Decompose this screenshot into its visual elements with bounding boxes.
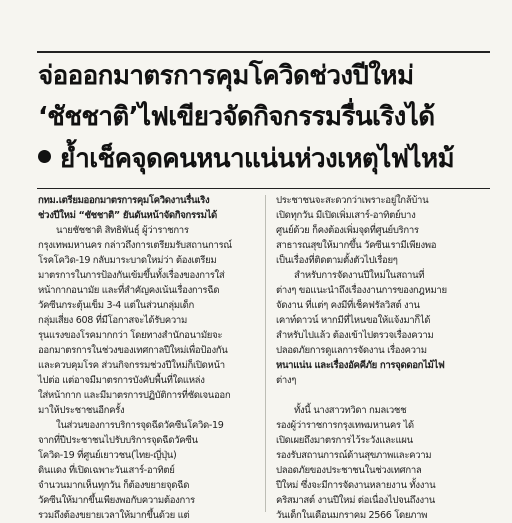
article-line [276, 388, 491, 403]
article-line: ปลอดภัยการดูแลการจัดงาน เรื่องความ [276, 345, 427, 356]
article-line: ช่วงปีใหม่ “ชัชชาติ” ยันดันหน้าจัดกิจกรรมได้ [38, 210, 217, 221]
article-line: นายชัชชาติ สิทธิพันธุ์ ผู้ว่าราชการ [56, 225, 189, 236]
article-line: ต่างๆ [276, 375, 297, 386]
article-line: ประชาชนจะสะดวกว่าเพราะอยู่ใกล้บ้าน [276, 195, 429, 206]
article-line: วัคซีนให้มากขึ้นเพียงพอกับความต้องการ [38, 495, 195, 506]
bullet-dot-icon [38, 150, 51, 163]
column-divider [265, 195, 266, 512]
headline-line-2: ‘ชัชชาติ’ไฟเขียวจัดกิจกรรมรื่นเริงได้ [38, 102, 435, 132]
article-line: กรุงเทพมหานคร กล่าวถึงการเตรียมรับสถานการณ์ [38, 240, 232, 251]
article-line: วันเด็กในเดือนมกราคม 2566 โดยภาพ [276, 510, 428, 521]
article-line: จำนวนมากเห็นทุกวัน ก็ต้องขยายจุดฉีด [38, 480, 190, 491]
article-line: จากที่ปีประชาชนไปรับบริการจุดฉีดวัคซีน [38, 435, 198, 446]
article-line: รองรับสถานการณ์ด้านสุขภาพและความ [276, 450, 432, 461]
article-column-right [276, 193, 491, 521]
article-line: สาธารณสุขให้มากขึ้น วัคซีนเรามีเพียงพอ [276, 240, 437, 251]
article-line: สำหรับไปแล้ว ต้องเข้าไปตรวจเรื่องความ [276, 330, 434, 341]
article-line: กลุ่มเสี่ยง 608 ที่มีโอกาสจะได้รับความ [38, 315, 187, 326]
article-line: มาให้ประชาชนอีกครั้ง [38, 405, 125, 416]
article-line: คริสมาสต์ งานปีใหม่ ต่อเนื่องไปจนถึงงาน [276, 495, 436, 506]
article-line: รวมถึงต้องขยายเวลาให้มากขึ้นด้วย แต่ [38, 510, 190, 521]
article-line: ต่างๆ ขอแนะนำถึงเรื่องงานการของกฎหมาย [276, 285, 447, 296]
article-line: เคาท์ดาวน์ หากมีที่ไหนขอให้แจ้งมาก็ได้ [276, 315, 431, 326]
article-line: กทม.เตรียมออกมาตรการคุมโควิดงานรื่นเริง [38, 195, 210, 206]
top-rule [37, 51, 490, 53]
article-column-left [38, 193, 253, 521]
article-line: โควิด-19 ที่ศูนย์เยาวชน(ไทย-ญี่ปุ่น) [38, 450, 177, 461]
article-line: หน้ากากอนามัย และที่สำคัญคงเน้นเรื่องการฉีด [38, 285, 220, 296]
article-line: และควบคุมโรค ส่วนกิจกรรมช่วงปีใหม่ก็เปิดหน้า [38, 360, 225, 371]
article-line: รองผู้ว่าราชการกรุงเทพมหานคร ได้ [276, 420, 414, 431]
article-line: ในส่วนของการบริการจุดฉีดวัคซีนโควิด-19 [56, 420, 224, 431]
headline-line-3-text: ย้ำเช็คจุดคนหนาแน่นห่วงเหตุไฟไหม้ [60, 144, 455, 174]
article-line: สำหรับการจัดงานปีใหม่ในสถานที่ [294, 270, 425, 281]
article-line: เปิดทุกวัน มีเปิดเพิ่มเสาร์-อาทิตย์บาง [276, 210, 416, 221]
article-line: วัคซีนกระตุ้นเข็ม 3-4 แต่ในส่วนกลุ่มเด็ก [38, 300, 194, 311]
article-line: ปีใหม่ ซึ่งจะมีการจัดงานหลายงาน ทั้งงาน [276, 480, 436, 491]
headline-line-1: จ่อออกมาตรการคุมโควิดช่วงปีใหม่ [38, 61, 414, 91]
article-line: ทั้งนี้ นางสาวทวิดา กมลเวชช [294, 405, 407, 416]
article-line: เปิดเผยถึงมาตรการไว้ระวังและแผน [276, 435, 413, 446]
article-line: ปลอดภัยของประชาชนในช่วงเทศกาล [276, 465, 422, 476]
article-line: ศูนย์ด้วย ก็คงต้องเพิ่มจุดที่ศูนย์บริการ [276, 225, 419, 236]
article-line: ใส่หน้ากาก และมีมาตรการปฏิบัติการที่ชัดเจนออก [38, 390, 231, 401]
article-line: เป็นเรื่องที่ติดตามตั้งตัวไปเรื่อยๆ [276, 255, 398, 266]
article-line: โรคโควิด-19 กลับมาระบาดใหม่ว่า ต้องเตรียม [38, 255, 217, 266]
article-line: หนาแน่น และเรื่องอัคคีภัย การจุดดอกไม้ไฟ [276, 360, 445, 371]
headline-divider [37, 188, 490, 189]
article-line: จัดงาน ที่แต่ๆ คงมีที่เช็คฟรัลวิสต์ งาน [276, 300, 420, 311]
headline-line-3 [38, 139, 490, 179]
article-line: ออกมาตรการในช่วงของเทศกาลปีใหม่เพื่อป้องกัน [38, 345, 228, 356]
article-line: มาตรการในการป้องกันเข้มขึ้นทั้งเรื่องของการใส่ [38, 270, 225, 281]
article-line: รุนแรงของโรคมากกว่า โดยทางสำนักอนามัยจะ [38, 330, 223, 341]
article-line: ดินแดง ที่เปิดเฉพาะวันเสาร์-อาทิตย์ [38, 465, 175, 476]
article-line: ไปต่อ แต่อาจมีมาตรการบังคับพื้นที่ใดแหล่ง [38, 375, 205, 386]
